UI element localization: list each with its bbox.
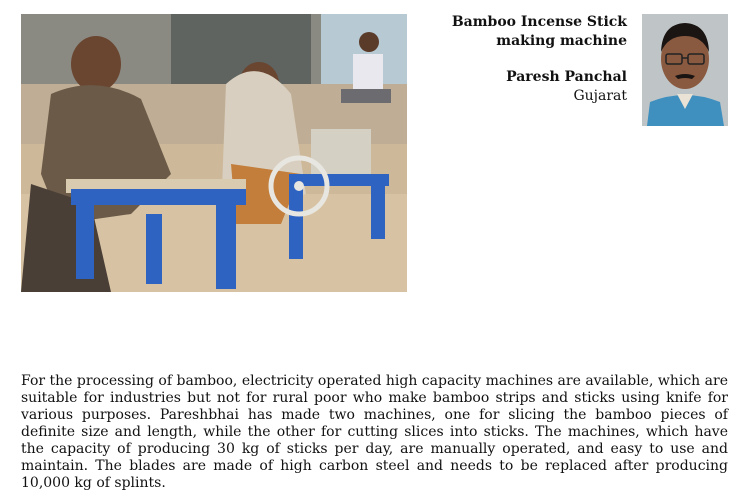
article-header [397, 13, 627, 106]
machine-photo [21, 14, 407, 292]
article-body: For the processing of bamboo, electricity operated high capacity machines are available, which are suitable for industries but not for rural poor who make bamboo strips and sticks using knife for various purposes. Pareshbhai has made two machines, one for slicing the bamboo pieces of definite size and length, while the other for cutting slices into sticks. The machines, which have the capacity of producing 30 kg of sticks per day, are manually operated, and easy to use and maintain. The blades are made of high carbon steel and needs to be replaced after producing 10,000 kg of splints. [21, 373, 728, 491]
author-location: Gujarat [573, 88, 627, 104]
article-title: Bamboo Incense Stick making machine [451, 14, 627, 49]
author-name: Paresh Panchal [506, 69, 627, 85]
author-portrait [642, 14, 728, 126]
